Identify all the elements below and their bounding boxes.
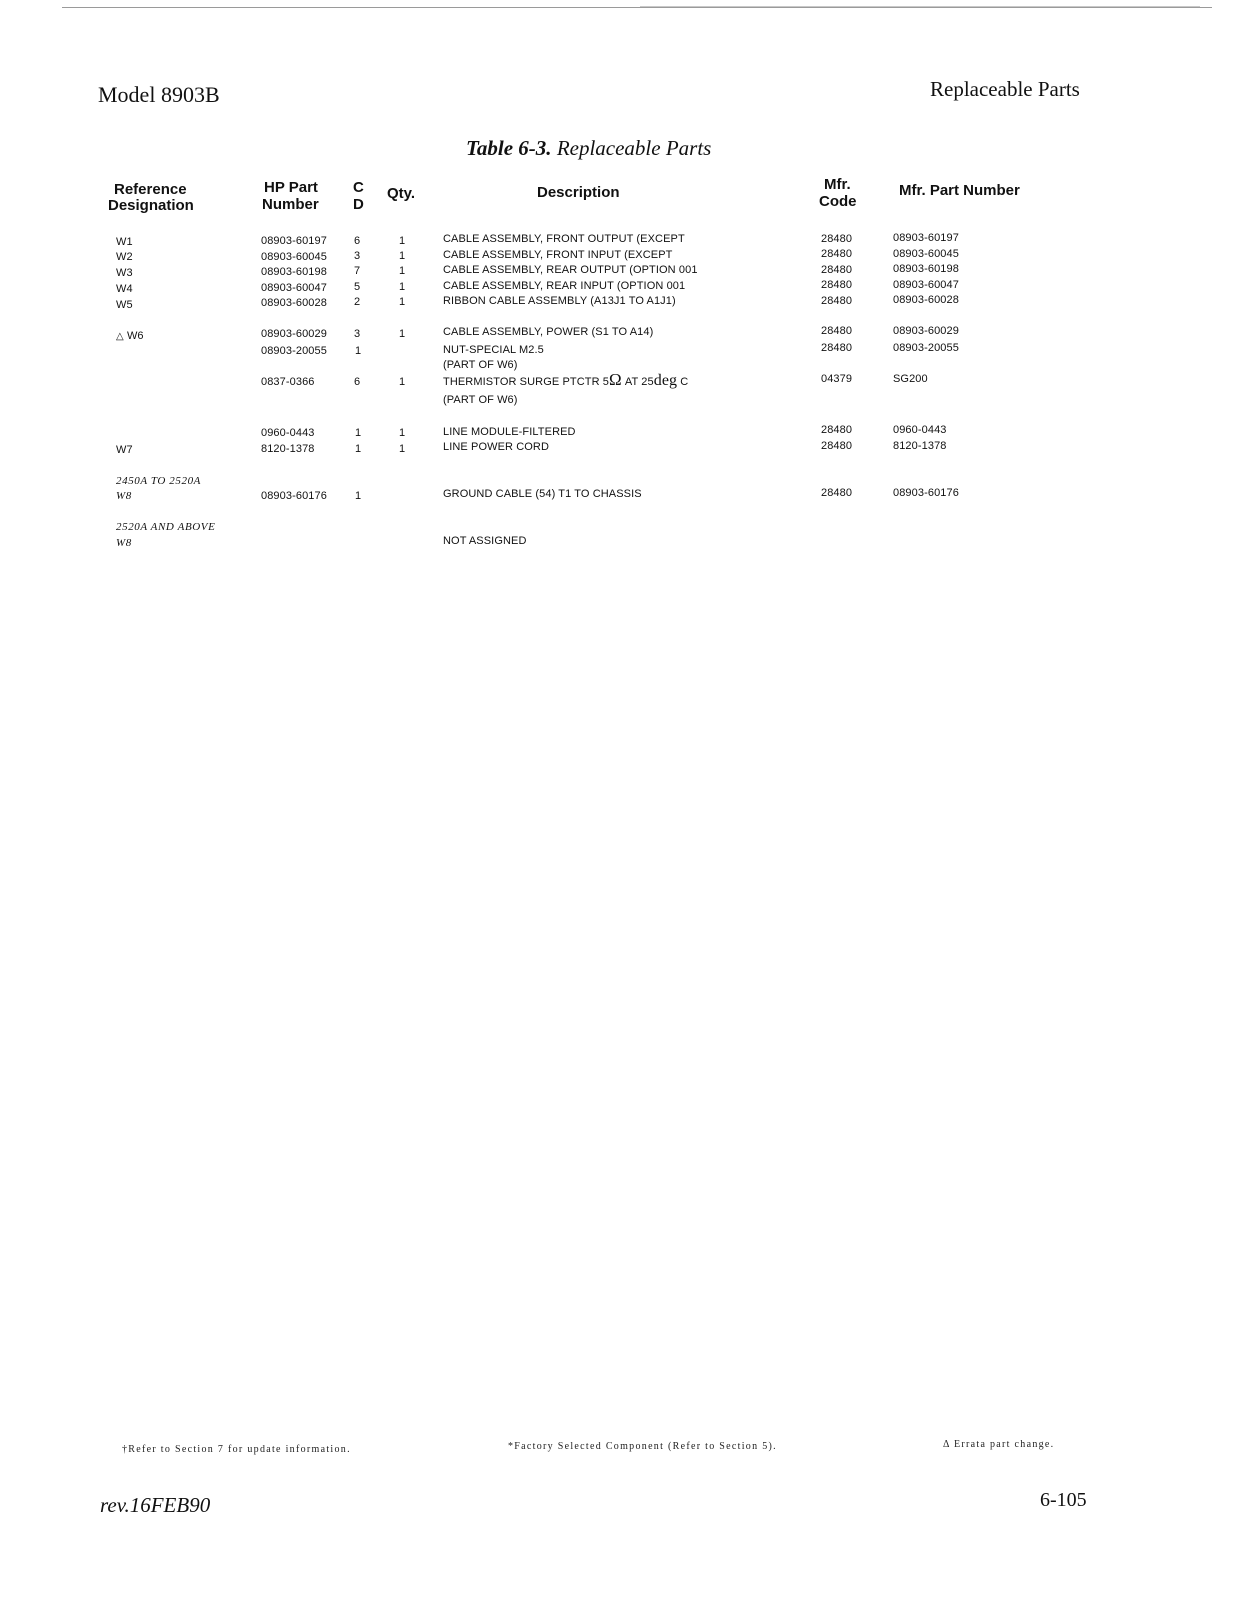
- row-5-desc: RIBBON CABLE ASSEMBLY (A13J1 TO A1J1): [443, 295, 676, 307]
- row-4-ref: W4: [116, 283, 133, 295]
- footnote-errata: Δ Errata part change.: [943, 1439, 1055, 1450]
- row-4-mpn: 08903-60047: [893, 279, 959, 291]
- row-6-ref-label: W6: [126, 330, 144, 342]
- col-cd-line2: D: [353, 196, 364, 213]
- row-5-qty: 1: [399, 296, 406, 308]
- row-8-mfr: 04379: [821, 373, 853, 385]
- row-4-mfr: 28480: [821, 279, 853, 291]
- row-3-qty: 1: [399, 265, 406, 277]
- row-1-hp: 08903-60197: [261, 235, 327, 247]
- row-10-hp: 8120-1378: [261, 443, 315, 455]
- row-9-qty: 1: [399, 427, 406, 439]
- row-9-mfr: 28480: [821, 424, 853, 436]
- col-qty: Qty.: [387, 185, 416, 202]
- row-6-mpn: 08903-60029: [893, 325, 959, 337]
- row-8-mpn: SG200: [893, 373, 928, 385]
- row-11-ref: W8: [116, 490, 132, 502]
- row-9-mpn: 0960-0443: [893, 424, 947, 436]
- row-2-hp: 08903-60045: [261, 251, 327, 263]
- row-11-mfr: 28480: [821, 487, 853, 499]
- row-7-hp: 08903-20055: [261, 345, 327, 357]
- row-3-cd: 7: [354, 265, 361, 277]
- row-5-mfr: 28480: [821, 295, 853, 307]
- row-3-mpn: 08903-60198: [893, 263, 959, 275]
- row-6-qty: 1: [399, 328, 406, 340]
- model-header: Model 8903B: [98, 82, 220, 107]
- row-4-hp: 08903-60047: [261, 282, 327, 294]
- row-12-desc: NOT ASSIGNED: [443, 535, 527, 547]
- row-1-qty: 1: [399, 235, 406, 247]
- row-6-desc: CABLE ASSEMBLY, POWER (S1 TO A14): [443, 326, 654, 338]
- revision-date: rev.16FEB90: [100, 1493, 211, 1517]
- row-1-mpn: 08903-60197: [893, 232, 959, 244]
- row-1-cd: 6: [354, 235, 361, 247]
- row-11-serial-range: 2450A TO 2520A: [116, 475, 202, 487]
- section-header: Replaceable Parts: [930, 77, 1080, 101]
- row-3-desc: CABLE ASSEMBLY, REAR OUTPUT (OPTION 001: [443, 264, 698, 276]
- col-description: Description: [537, 184, 620, 201]
- top-rule-secondary: [640, 6, 1200, 7]
- row-9-hp: 0960-0443: [261, 427, 315, 439]
- row-3-ref: W3: [116, 267, 133, 279]
- row-7-cd: 1: [355, 345, 362, 357]
- footnote-factory-selected: *Factory Selected Component (Refer to Section 5).: [508, 1441, 777, 1452]
- row-9-desc: LINE MODULE-FILTERED: [443, 426, 576, 438]
- row-2-cd: 3: [354, 250, 361, 262]
- col-ref-line2: Designation: [108, 197, 194, 214]
- row-5-ref: W5: [116, 299, 133, 311]
- row-7-desc: NUT-SPECIAL M2.5: [443, 344, 544, 356]
- row-2-desc: CABLE ASSEMBLY, FRONT INPUT (EXCEPT: [443, 249, 673, 261]
- ohm-symbol: Ω: [609, 370, 622, 389]
- row-8-desc-line2: (PART OF W6): [443, 394, 518, 406]
- col-cd-line1: C: [353, 179, 364, 196]
- row-8-hp: 0837-0366: [261, 376, 315, 388]
- col-mfr-line1: Mfr.: [824, 176, 851, 193]
- row-7-mpn: 08903-20055: [893, 342, 959, 354]
- row-6-cd: 3: [354, 328, 361, 340]
- row-8-cd: 6: [354, 376, 361, 388]
- row-6-mfr: 28480: [821, 325, 853, 337]
- col-hp-line1: HP Part: [264, 179, 318, 196]
- row-4-desc: CABLE ASSEMBLY, REAR INPUT (OPTION 001: [443, 280, 686, 292]
- col-hp-line2: Number: [262, 196, 319, 213]
- row-8-desc-part-a: THERMISTOR SURGE PTCTR 5: [443, 376, 609, 388]
- row-5-hp: 08903-60028: [261, 297, 327, 309]
- row-7-desc-line2: (PART OF W6): [443, 359, 518, 371]
- col-ref-line1: Reference: [114, 181, 187, 198]
- row-12-ref: W8: [116, 537, 132, 549]
- row-3-hp: 08903-60198: [261, 266, 327, 278]
- row-1-ref: W1: [116, 236, 133, 248]
- col-mfr-part-number: Mfr. Part Number: [899, 182, 1020, 199]
- page-number: 6-105: [1040, 1489, 1087, 1511]
- row-2-ref: W2: [116, 251, 133, 263]
- row-6-hp: 08903-60029: [261, 328, 327, 340]
- row-6-ref: [116, 330, 144, 342]
- table-title: [466, 136, 711, 161]
- row-2-qty: 1: [399, 250, 406, 262]
- row-3-mfr: 28480: [821, 264, 853, 276]
- deg-text: deg: [653, 372, 678, 389]
- row-8-desc-part-b: AT 25: [621, 376, 654, 388]
- row-10-desc: LINE POWER CORD: [443, 441, 550, 453]
- row-4-cd: 5: [354, 281, 361, 293]
- footnote-update-info: †Refer to Section 7 for update information.: [122, 1444, 351, 1455]
- row-1-mfr: 28480: [821, 233, 853, 245]
- row-5-cd: 2: [354, 296, 361, 308]
- row-9-cd: 1: [355, 427, 362, 439]
- row-11-mpn: 08903-60176: [893, 487, 959, 499]
- errata-triangle-icon: △: [116, 331, 124, 342]
- row-10-qty: 1: [399, 443, 406, 455]
- row-4-qty: 1: [399, 281, 406, 293]
- row-5-mpn: 08903-60028: [893, 294, 959, 306]
- row-10-mfr: 28480: [821, 440, 853, 452]
- row-2-mpn: 08903-60045: [893, 248, 959, 260]
- table-name: Replaceable Parts: [556, 136, 712, 160]
- row-10-mpn: 8120-1378: [893, 440, 947, 452]
- row-2-mfr: 28480: [821, 248, 853, 260]
- row-8-desc-part-c: C: [677, 376, 689, 388]
- col-mfr-line2: Code: [819, 193, 857, 210]
- row-10-cd: 1: [355, 443, 362, 455]
- row-12-serial-range: 2520A AND ABOVE: [116, 521, 216, 533]
- row-10-ref: W7: [116, 444, 133, 456]
- row-8-qty: 1: [399, 376, 406, 388]
- top-rule: [62, 7, 1212, 8]
- row-11-cd: 1: [355, 490, 362, 502]
- table-number: Table 6-3.: [466, 136, 552, 160]
- row-8-desc: [443, 370, 688, 390]
- row-11-desc: GROUND CABLE (54) T1 TO CHASSIS: [443, 488, 642, 500]
- row-1-desc: CABLE ASSEMBLY, FRONT OUTPUT (EXCEPT: [443, 233, 685, 245]
- row-11-hp: 08903-60176: [261, 490, 327, 502]
- row-7-mfr: 28480: [821, 342, 853, 354]
